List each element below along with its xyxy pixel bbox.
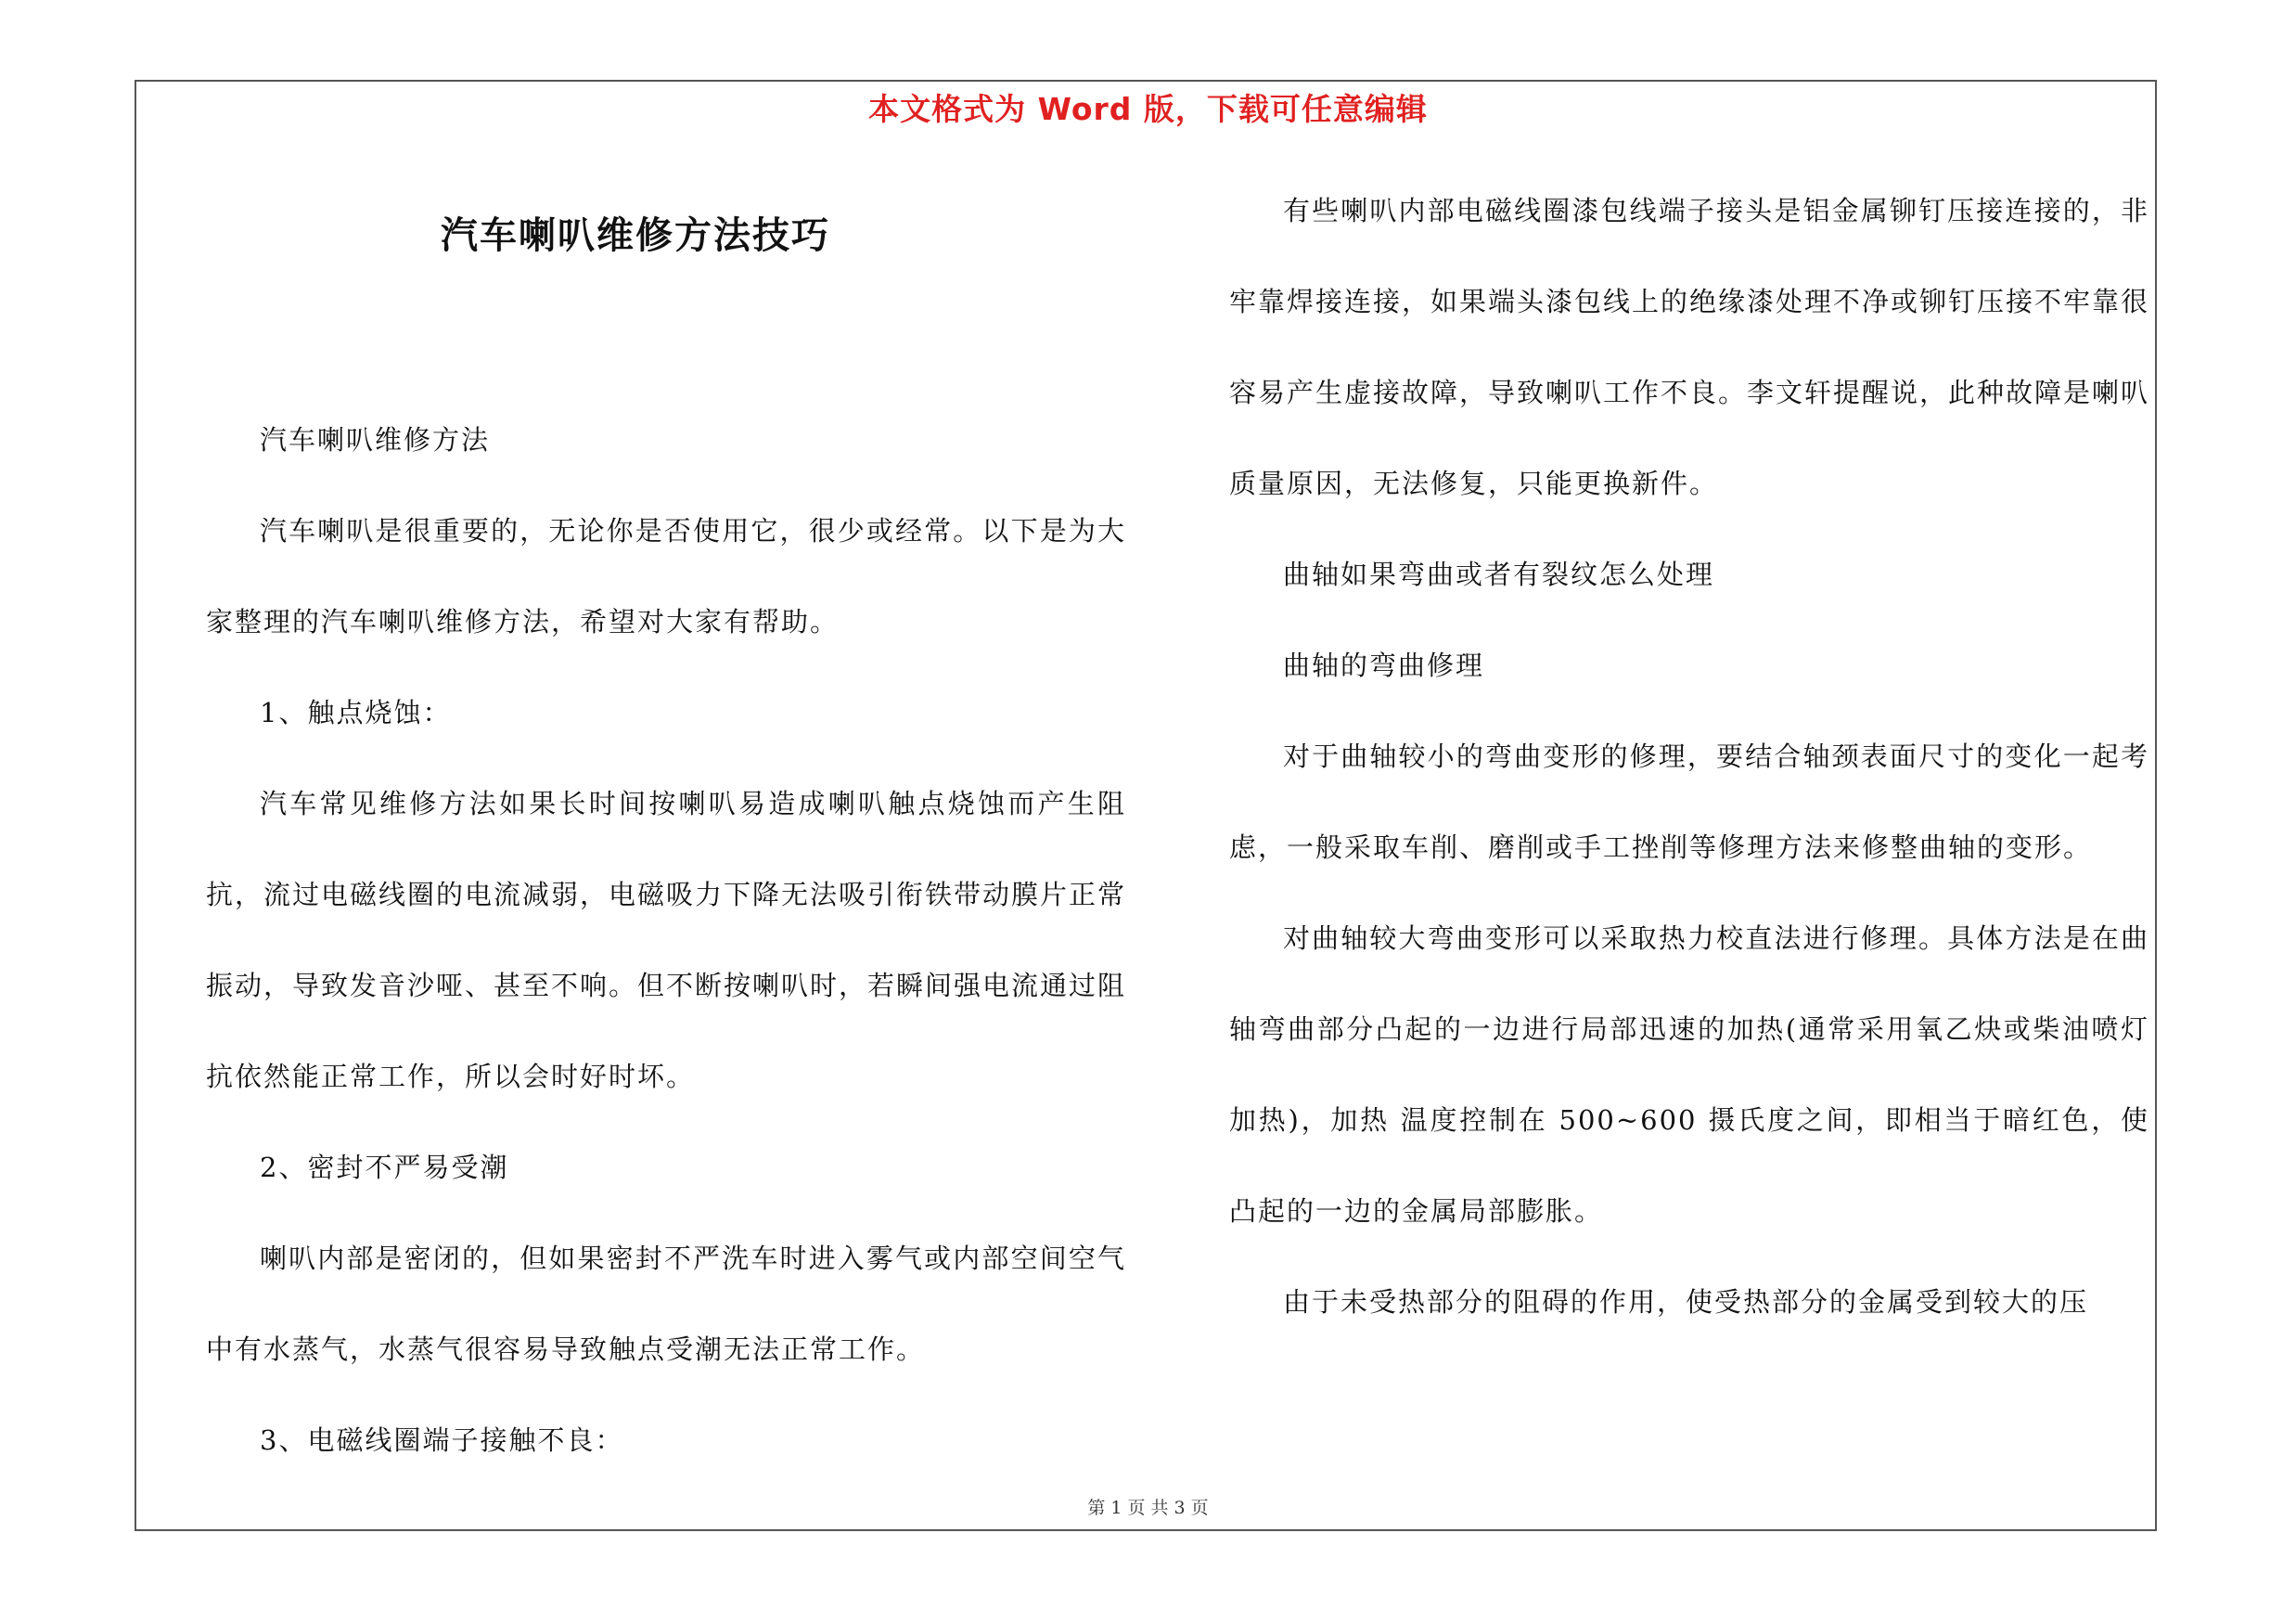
paragraph: 1、触点烧蚀： [260, 697, 452, 728]
paragraph: 对曲轴较大弯曲变形可以采取热力校直法进行修理。具体方法是在曲轴弯曲部分凸起的一边进行局部迅速的加热(通常采用氧乙炔或柴油喷灯加热)，加热 温度控制在 500~600 摄氏度之间，即相当于暗红色，使凸起的一边的金属局部膨胀。 [1229, 922, 2149, 1227]
word-format-banner: 本文格式为 Word 版，下载可任意编辑 [868, 91, 1428, 127]
paragraph: 汽车喇叭维修方法 [260, 424, 491, 456]
paragraph: 曲轴的弯曲修理 [1283, 650, 1485, 681]
document-title: 汽车喇叭维修方法技巧 [441, 213, 830, 257]
paragraph: 曲轴如果弯曲或者有裂纹怎么处理 [1283, 559, 1715, 590]
page-number-footer: 第 1 页 共 3 页 [1087, 1498, 1209, 1518]
paragraph: 2、密封不严易受潮 [260, 1152, 509, 1183]
left-column [206, 394, 1126, 1486]
paragraph: 3、电磁线圈端子接触不良： [260, 1424, 624, 1456]
paragraph: 由于未受热部分的阻碍的作用，使受热部分的金属受到较大的压 [1283, 1286, 2089, 1318]
paragraph: 喇叭内部是密闭的，但如果密封不严洗车时进入雾气或内部空间空气中有水蒸气，水蒸气很容易导致触点受潮无法正常工作。 [206, 1243, 1126, 1365]
paragraph: 有些喇叭内部电磁线圈漆包线端子接头是铝金属铆钉压接连接的，非牢靠焊接连接，如果端头漆包线上的绝缘漆处理不净或铆钉压接不牢靠很容易产生虚接故障，导致喇叭工作不良。李文轩提醒说，此种故障是喇叭质量原因，无法修复，只能更换新件。 [1229, 195, 2150, 499]
right-column [1229, 165, 2149, 1347]
paragraph: 汽车喇叭是很重要的，无论你是否使用它，很少或经常。以下是为大家整理的汽车喇叭维修方法，希望对大家有帮助。 [206, 515, 1126, 638]
paragraph: 汽车常见维修方法如果长时间按喇叭易造成喇叭触点烧蚀而产生阻抗，流过电磁线圈的电流减弱，电磁吸力下降无法吸引衔铁带动膜片正常振动，导致发音沙哑、甚至不响。但不断按喇叭时，若瞬间强电流通过阻抗依然能正常工作，所以会时好时坏。 [206, 788, 1127, 1092]
paragraph: 对于曲轴较小的弯曲变形的修理，要结合轴颈表面尺寸的变化一起考虑，一般采取车削、磨削或手工挫削等修理方法来修整曲轴的变形。 [1229, 741, 2149, 863]
